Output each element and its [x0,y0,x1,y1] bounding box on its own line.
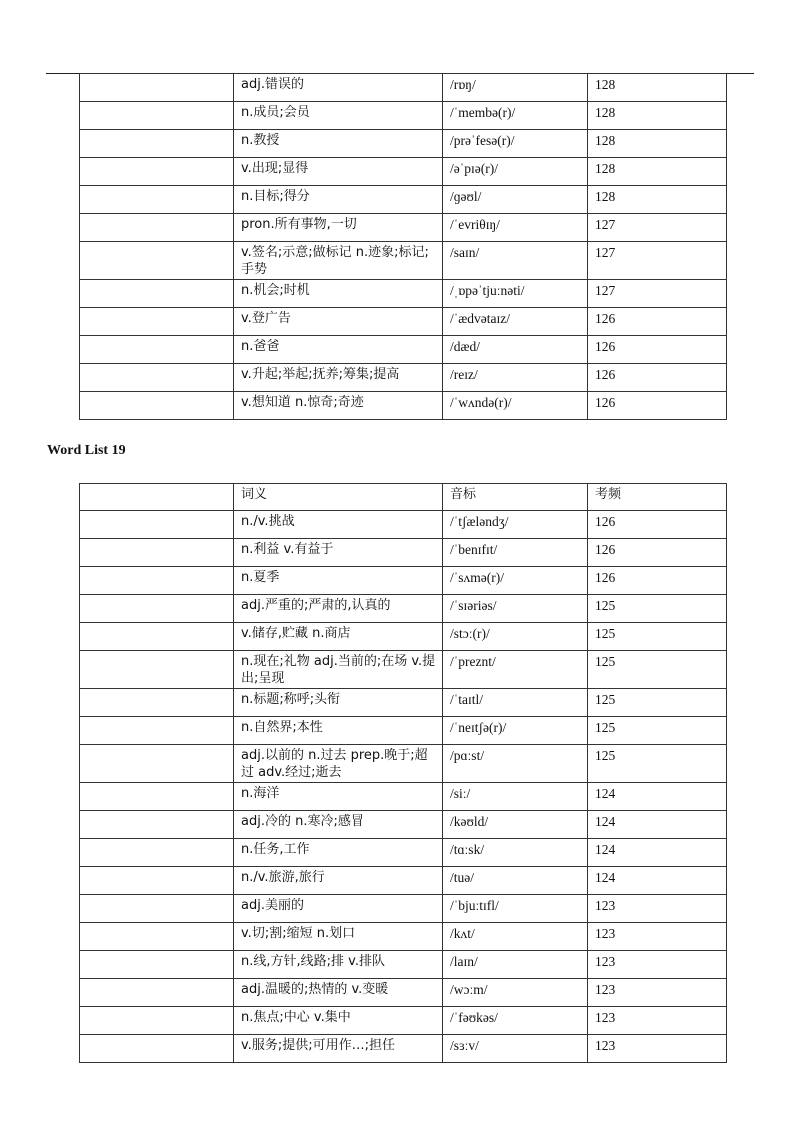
meaning-cell: n.成员;会员 [234,102,443,130]
phonetic-cell: /prəˈfesə(r)/ [443,130,588,158]
phonetic-cell: /siː/ [443,783,588,811]
meaning-cell: n.焦点;中心 v.集中 [234,1007,443,1035]
table-row [80,364,727,392]
table-row [80,651,727,689]
table-row [80,130,727,158]
meaning-cell: adj.冷的 n.寒冷;感冒 [234,811,443,839]
table-row [80,595,727,623]
frequency-cell: 125 [588,689,727,717]
header-frequency: 考频 [588,484,727,511]
table-row [80,951,727,979]
blank-cell [80,895,234,923]
frequency-cell: 125 [588,623,727,651]
phonetic-cell: /ˈmembə(r)/ [443,102,588,130]
vocab-table-word-list-19 [79,483,727,1063]
table-header-row [80,484,727,511]
phonetic-cell: /ˈtaɪtl/ [443,689,588,717]
table-row [80,839,727,867]
phonetic-cell: /ˈsʌmə(r)/ [443,567,588,595]
phonetic-cell: /wɔːm/ [443,979,588,1007]
vocab-table-word-list-19-body [80,511,727,1063]
meaning-cell: adj.严重的;严肃的,认真的 [234,595,443,623]
phonetic-cell: /ˈbenɪfɪt/ [443,539,588,567]
meaning-cell: v.签名;示意;做标记 n.迹象;标记;手势 [234,242,443,280]
phonetic-cell: /sɜːv/ [443,1035,588,1063]
blank-cell [80,242,234,280]
phonetic-cell: /stɔː(r)/ [443,623,588,651]
blank-cell [80,783,234,811]
frequency-cell: 127 [588,214,727,242]
phonetic-cell: /ˌɒpəˈtjuːnəti/ [443,280,588,308]
frequency-cell: 126 [588,364,727,392]
frequency-cell: 123 [588,1035,727,1063]
meaning-cell: v.出现;显得 [234,158,443,186]
table-row [80,186,727,214]
blank-cell [80,1007,234,1035]
phonetic-cell: /laɪn/ [443,951,588,979]
table-row [80,811,727,839]
blank-cell [80,511,234,539]
meaning-cell: n.爸爸 [234,336,443,364]
blank-cell [80,951,234,979]
blank-cell [80,567,234,595]
phonetic-cell: /rɒŋ/ [443,74,588,102]
phonetic-cell: /ˈwʌndə(r)/ [443,392,588,420]
frequency-cell: 124 [588,839,727,867]
phonetic-cell: /əˈpɪə(r)/ [443,158,588,186]
blank-cell [80,130,234,158]
blank-cell [80,811,234,839]
phonetic-cell: /pɑːst/ [443,745,588,783]
frequency-cell: 124 [588,783,727,811]
phonetic-cell: /ˈædvətaɪz/ [443,308,588,336]
frequency-cell: 126 [588,336,727,364]
phonetic-cell: /ˈsɪəriəs/ [443,595,588,623]
meaning-cell: n.自然界;本性 [234,717,443,745]
meaning-cell: n./v.挑战 [234,511,443,539]
phonetic-cell: /ˈbjuːtɪfl/ [443,895,588,923]
table-row [80,623,727,651]
phonetic-cell: /tɑːsk/ [443,839,588,867]
frequency-cell: 123 [588,1007,727,1035]
header-blank-cell [80,484,234,511]
blank-cell [80,102,234,130]
meaning-cell: n.海洋 [234,783,443,811]
phonetic-cell: /ˈpreznt/ [443,651,588,689]
blank-cell [80,280,234,308]
table-row [80,1035,727,1063]
frequency-cell: 123 [588,979,727,1007]
meaning-cell: v.登广告 [234,308,443,336]
meaning-cell: pron.所有事物,一切 [234,214,443,242]
table-row [80,717,727,745]
meaning-cell: adj.美丽的 [234,895,443,923]
phonetic-cell: /ɡəʊl/ [443,186,588,214]
frequency-cell: 126 [588,308,727,336]
frequency-cell: 126 [588,392,727,420]
frequency-cell: 126 [588,567,727,595]
meaning-cell: n.教授 [234,130,443,158]
header-meaning: 词义 [234,484,443,511]
frequency-cell: 124 [588,811,727,839]
frequency-cell: 123 [588,923,727,951]
meaning-cell: v.想知道 n.惊奇;奇迹 [234,392,443,420]
table-row [80,689,727,717]
table-row [80,511,727,539]
word-list-title: Word List 19 [47,443,126,458]
frequency-cell: 123 [588,951,727,979]
meaning-cell: n.机会;时机 [234,280,443,308]
blank-cell [80,689,234,717]
table-row [80,745,727,783]
phonetic-cell: /tuə/ [443,867,588,895]
phonetic-cell: /ˈevriθɪŋ/ [443,214,588,242]
frequency-cell: 123 [588,895,727,923]
meaning-cell: adj.以前的 n.过去 prep.晚于;超过 adv.经过;逝去 [234,745,443,783]
frequency-cell: 125 [588,651,727,689]
blank-cell [80,186,234,214]
frequency-cell: 125 [588,717,727,745]
frequency-cell: 128 [588,130,727,158]
table-row [80,336,727,364]
table-row [80,74,727,102]
table-row [80,242,727,280]
frequency-cell: 126 [588,539,727,567]
table-row [80,392,727,420]
meaning-cell: v.升起;举起;抚养;筹集;提高 [234,364,443,392]
meaning-cell: v.储存,贮藏 n.商店 [234,623,443,651]
blank-cell [80,364,234,392]
table-row [80,1007,727,1035]
table-row [80,567,727,595]
table-row [80,867,727,895]
meaning-cell: n.任务,工作 [234,839,443,867]
phonetic-cell: /ˈtʃæləndʒ/ [443,511,588,539]
blank-cell [80,651,234,689]
blank-cell [80,308,234,336]
phonetic-cell: /ˈfəʊkəs/ [443,1007,588,1035]
meaning-cell: adj.温暖的;热情的 v.变暖 [234,979,443,1007]
blank-cell [80,839,234,867]
frequency-cell: 128 [588,158,727,186]
meaning-cell: adj.错误的 [234,74,443,102]
table-row [80,280,727,308]
blank-cell [80,979,234,1007]
frequency-cell: 125 [588,595,727,623]
table-row [80,158,727,186]
phonetic-cell: /ˈneɪtʃə(r)/ [443,717,588,745]
table-row [80,102,727,130]
phonetic-cell: /dæd/ [443,336,588,364]
blank-cell [80,923,234,951]
table-row [80,783,727,811]
frequency-cell: 128 [588,102,727,130]
blank-cell [80,158,234,186]
phonetic-cell: /saɪn/ [443,242,588,280]
phonetic-cell: /reɪz/ [443,364,588,392]
header-phonetic: 音标 [443,484,588,511]
blank-cell [80,595,234,623]
meaning-cell: n.夏季 [234,567,443,595]
blank-cell [80,74,234,102]
table-row [80,979,727,1007]
table-row [80,214,727,242]
meaning-cell: n.现在;礼物 adj.当前的;在场 v.提出;呈现 [234,651,443,689]
meaning-cell: v.切;割;缩短 n.划口 [234,923,443,951]
meaning-cell: n.目标;得分 [234,186,443,214]
frequency-cell: 128 [588,186,727,214]
meaning-cell: n.利益 v.有益于 [234,539,443,567]
frequency-cell: 124 [588,867,727,895]
table-row [80,539,727,567]
vocab-table-continued-body [80,74,727,420]
blank-cell [80,539,234,567]
phonetic-cell: /kʌt/ [443,923,588,951]
blank-cell [80,717,234,745]
blank-cell [80,336,234,364]
frequency-cell: 127 [588,280,727,308]
phonetic-cell: /kəʊld/ [443,811,588,839]
blank-cell [80,623,234,651]
meaning-cell: n.标题;称呼;头衔 [234,689,443,717]
frequency-cell: 126 [588,511,727,539]
meaning-cell: n./v.旅游,旅行 [234,867,443,895]
blank-cell [80,392,234,420]
blank-cell [80,1035,234,1063]
table-row [80,308,727,336]
blank-cell [80,745,234,783]
frequency-cell: 125 [588,745,727,783]
meaning-cell: n.线,方针,线路;排 v.排队 [234,951,443,979]
frequency-cell: 127 [588,242,727,280]
frequency-cell: 128 [588,74,727,102]
meaning-cell: v.服务;提供;可用作…;担任 [234,1035,443,1063]
table-row [80,895,727,923]
table-row [80,923,727,951]
blank-cell [80,867,234,895]
vocab-table-continued [79,73,727,420]
blank-cell [80,214,234,242]
